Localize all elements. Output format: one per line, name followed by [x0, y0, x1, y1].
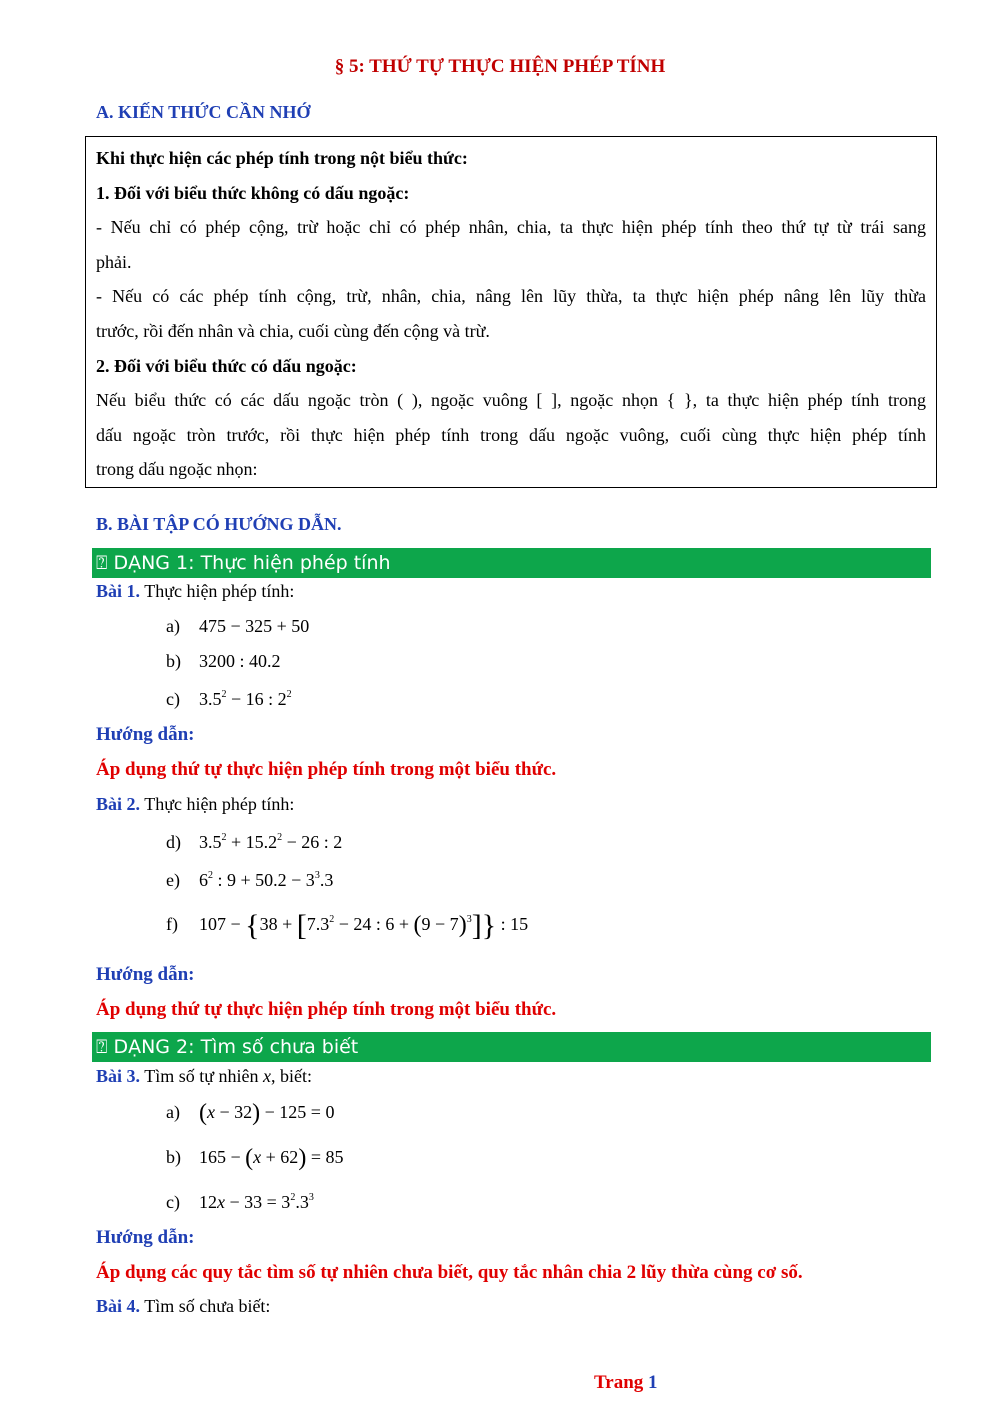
bai3-text: Tìm số tự nhiên [144, 1066, 259, 1086]
item-letter: f) [166, 914, 178, 934]
rule1-line1-cont: phải. [96, 251, 132, 272]
item-letter: a) [166, 616, 180, 636]
hint-2: Áp dụng thứ tự thực hiện phép tính trong một biểu thức. [96, 999, 557, 1020]
bai1-text: Thực hiện phép tính: [144, 581, 295, 601]
hint-3: Áp dụng các quy tắc tìm số tự nhiên chưa biết, quy tắc nhân chia 2 lũy thừa cùng cơ số. [96, 1262, 803, 1283]
huong-dan-2: Hướng dẫn: [96, 964, 195, 985]
item-expression: $107 - \{38 + [7.3^2 - 24$ : $6 + (9 - 7)^3$]} : 15 [199, 909, 529, 942]
item-expression: 475 − 325 + 50 [199, 616, 310, 636]
bai4-text: Tìm số chưa biết: [144, 1296, 271, 1316]
section-b-heading: B. BÀI TẬP CÓ HƯỚNG DẪN. [96, 514, 342, 534]
item-letter: b) [166, 1147, 181, 1167]
bai3-item-a [166, 1100, 335, 1126]
item-expression: $3.5^2 - 16$ : $2^2$ [199, 689, 292, 709]
item-expression: $3.5^2 + 15.2^2 - 26$ : 2 [199, 832, 343, 852]
bai3-item-c [166, 1192, 314, 1213]
item-expression: (x − 32) − 125 = 0 [199, 1100, 335, 1126]
rule1-line1: - Nếu chỉ có phép cộng, trừ hoặc chỉ có phép nhân, chia, ta thực hiện phép tính theo thứ tự từ trái sang [96, 217, 926, 238]
item-letter: a) [166, 1102, 180, 1122]
huong-dan-1: Hướng dẫn: [96, 724, 195, 745]
bai2-item-f [166, 909, 529, 942]
knowledge-box [85, 136, 937, 488]
rule2-line3: trong dấu ngoặc nhọn: [96, 459, 258, 480]
bai3-label: Bài 3. [96, 1066, 141, 1086]
bai2-text: Thực hiện phép tính: [144, 794, 295, 814]
intro-text: Khi thực hiện các phép tính trong nột biểu thức: [96, 148, 468, 168]
rule1-line2-cont: trước, rồi đến nhân và chia, cuối cùng đến cộng và trừ. [96, 320, 490, 341]
bai4-label: Bài 4. [96, 1296, 141, 1316]
rule2-line2: dấu ngoặc tròn trước, rồi thực hiện phép tính trong dấu ngoặc vuông, cuối cùng thực hiện phép tính [96, 424, 926, 445]
item-expression: 3200 : 40.2 [199, 651, 281, 671]
item-expression: $6^2$ : $9 + 50.2 - 3^3.3$ [199, 870, 334, 890]
bai4-statement [96, 1296, 270, 1317]
bai2-statement [96, 794, 294, 815]
bai2-item-e [166, 870, 333, 891]
footer-page-number: 1 [648, 1372, 658, 1393]
bai1-label: Bài 1. [96, 581, 141, 601]
item-letter: c) [166, 1192, 180, 1212]
huong-dan-3: Hướng dẫn: [96, 1227, 195, 1248]
hint-1: Áp dụng thứ tự thực hiện phép tính trong một biểu thức. [96, 759, 557, 780]
bai2-label: Bài 2. [96, 794, 141, 814]
bai3-text2: , biết: [270, 1066, 312, 1086]
item-letter: c) [166, 689, 180, 709]
dang1-banner: ⍰ DẠNG 1: Thực hiện phép tính [92, 548, 931, 578]
page-title: § 5: THỨ TỰ THỰC HIỆN PHÉP TÍNH [334, 56, 666, 77]
page-footer [594, 1372, 658, 1394]
item-letter: d) [166, 832, 181, 852]
item-expression: 165 − (x + 62) = 85 [199, 1145, 344, 1171]
bai1-item-c [166, 689, 292, 710]
rule1-line2: - Nếu có các phép tính cộng, trừ, nhân, chia, nâng lên lũy thừa, ta thực hiện phép nâng lên lũy thừa [96, 286, 926, 307]
bai1-item-b [166, 651, 281, 672]
bai1-statement [96, 581, 294, 602]
bai3-variable: x [262, 1066, 271, 1086]
rule2-heading: 2. Đối với biểu thức có dấu ngoặc: [96, 355, 357, 376]
section-a-heading: A. KIẾN THỨC CẦN NHỚ [96, 102, 311, 122]
item-letter: b) [166, 651, 181, 671]
bai3-item-b [166, 1145, 344, 1171]
bai1-item-a [166, 616, 309, 637]
item-expression: $12x - 33 = 3^2.3^3$ [199, 1192, 314, 1212]
rule2-line1: Nếu biểu thức có các dấu ngoặc tròn ( ), ngoặc vuông [ ], ngoặc nhọn { }, ta thực hiện phép tính trong [96, 390, 926, 411]
dang2-banner: ⍰ DẠNG 2: Tìm số chưa biết [92, 1032, 931, 1062]
bai3-statement [96, 1066, 312, 1087]
item-letter: e) [166, 870, 180, 890]
rule1-heading: 1. Đối với biểu thức không có dấu ngoặc: [96, 182, 410, 203]
footer-label: Trang [594, 1372, 644, 1393]
bai2-item-d [166, 832, 342, 853]
